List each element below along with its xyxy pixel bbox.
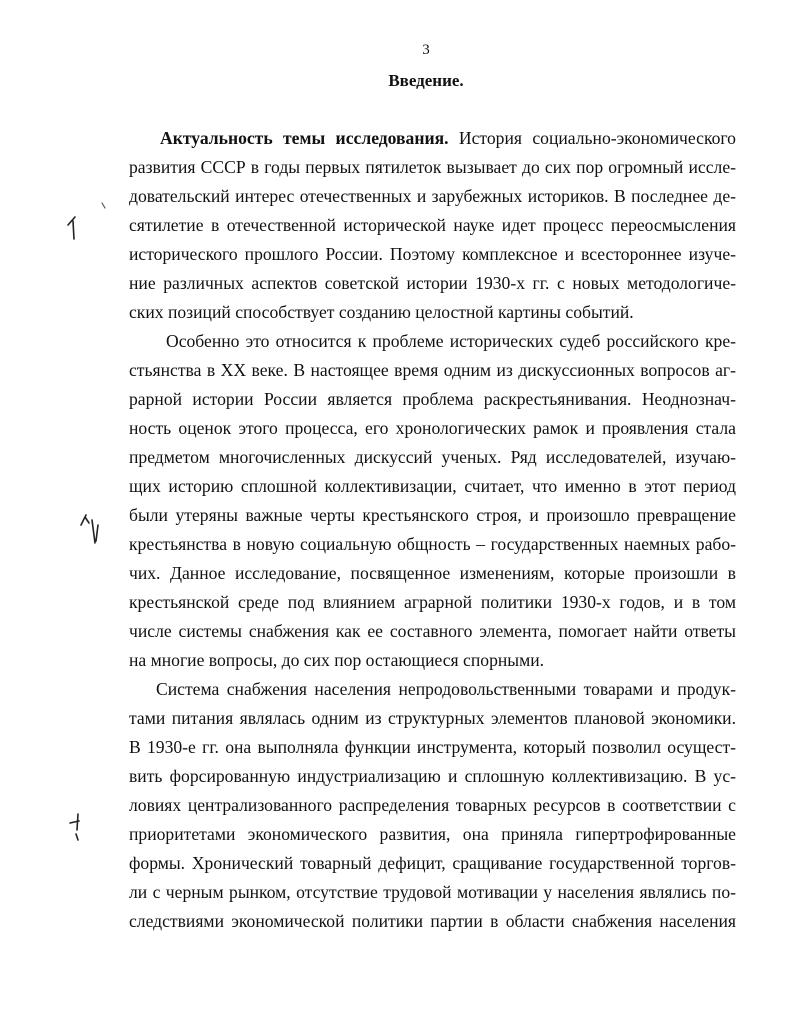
paragraph-1-line: развития СССР в годы первых пятилеток вызывает до сих пор огромный иссле- [129,157,736,177]
paragraph-2-line: числе системы снабжения как ее составного элемента, помогает найти ответы [129,621,736,641]
margin-pen-mark-icon [66,810,88,844]
paragraph-2-line: были утеряны важные черты крестьянского строя, и произошло превращение [129,505,736,525]
paragraph-2-line: стьянства в XX веке. В настоящее время одним из дискуссионных вопросов аг- [129,360,736,380]
paragraph-2-line: Особенно это относится к проблеме исторических судеб российского кре- [166,331,736,351]
paragraph-2-line: чих. Данное исследование, посвященное изменениям, которые произошли в [129,563,736,583]
paragraph-3-line: Система снабжения населения непродовольственными товарами и продук- [156,679,736,699]
page-number: 3 [422,42,430,58]
paragraph-3-line: формы. Хронический товарный дефицит, сращивание государственной торгов- [129,853,736,873]
paragraph-3-line: следствиями экономической политики партии в области снабжения населения [129,911,736,931]
margin-pen-mark-icon [78,511,104,547]
paragraph-3-line: приоритетами экономического развития, она приняла гипертрофированные [129,824,736,844]
lead-text: История социально-экономического [448,128,736,148]
paragraph-1-line: ских позиций способствует созданию целостной картины событий. [129,302,634,322]
paragraph-3-line: вить форсированную индустриализацию и сплошную коллективизацию. В ус- [129,766,736,786]
paragraph-2-line: предметом многочисленных дискуссий ученых. Ряд исследователей, изучаю- [129,447,736,467]
paragraph-1-line: довательский интерес отечественных и зарубежных историков. В последнее де- [129,186,736,206]
paragraph-2-line: щих историю сплошной коллективизации, считает, что именно в этот период [129,476,736,496]
paragraph-2-line: крестьянской среде под влиянием аграрной политики 1930-х годов, и в том [129,592,736,612]
margin-dot-icon [100,201,108,211]
paragraph-2-line: рарной истории России является проблема раскрестьянивания. Неоднознач- [129,389,736,409]
lead-bold-text: Актуальность темы исследования. [160,128,449,148]
paragraph-3-line: ловиях централизованного распределения товарных ресурсов в соответствии с [129,795,736,815]
paragraph-1-line: исторического прошлого России. Поэтому комплексное и всестороннее изуче- [129,244,736,264]
margin-pen-mark-icon [62,214,82,242]
paragraph-1-line: ние различных аспектов советской истории 1930-х гг. с новых методологиче- [129,273,736,293]
paragraph-2-line: ность оценок этого процесса, его хронологических рамок и проявления стала [129,418,736,438]
page-heading: Введение. [388,71,464,90]
paragraph-2-line: крестьянства в новую социальную общность – государственных наемных рабо- [129,534,736,554]
paragraph-2-line: на многие вопросы, до сих пор остающиеся спорными. [129,650,545,670]
paragraph-1-line: сятилетие в отечественной исторической науке идет процесс переосмысления [129,215,736,235]
paragraph-3-line: ли с черным рынком, отсутствие трудовой мотивации у населения являлись по- [129,882,736,902]
paragraph-1-line [129,124,736,153]
body-text [129,124,736,936]
paragraph-3-line: В 1930-е гг. она выполняла функции инструмента, который позволил осущест- [129,737,736,757]
paragraph-3-line: тами питания являлась одним из структурных элементов плановой экономики. [129,708,736,728]
